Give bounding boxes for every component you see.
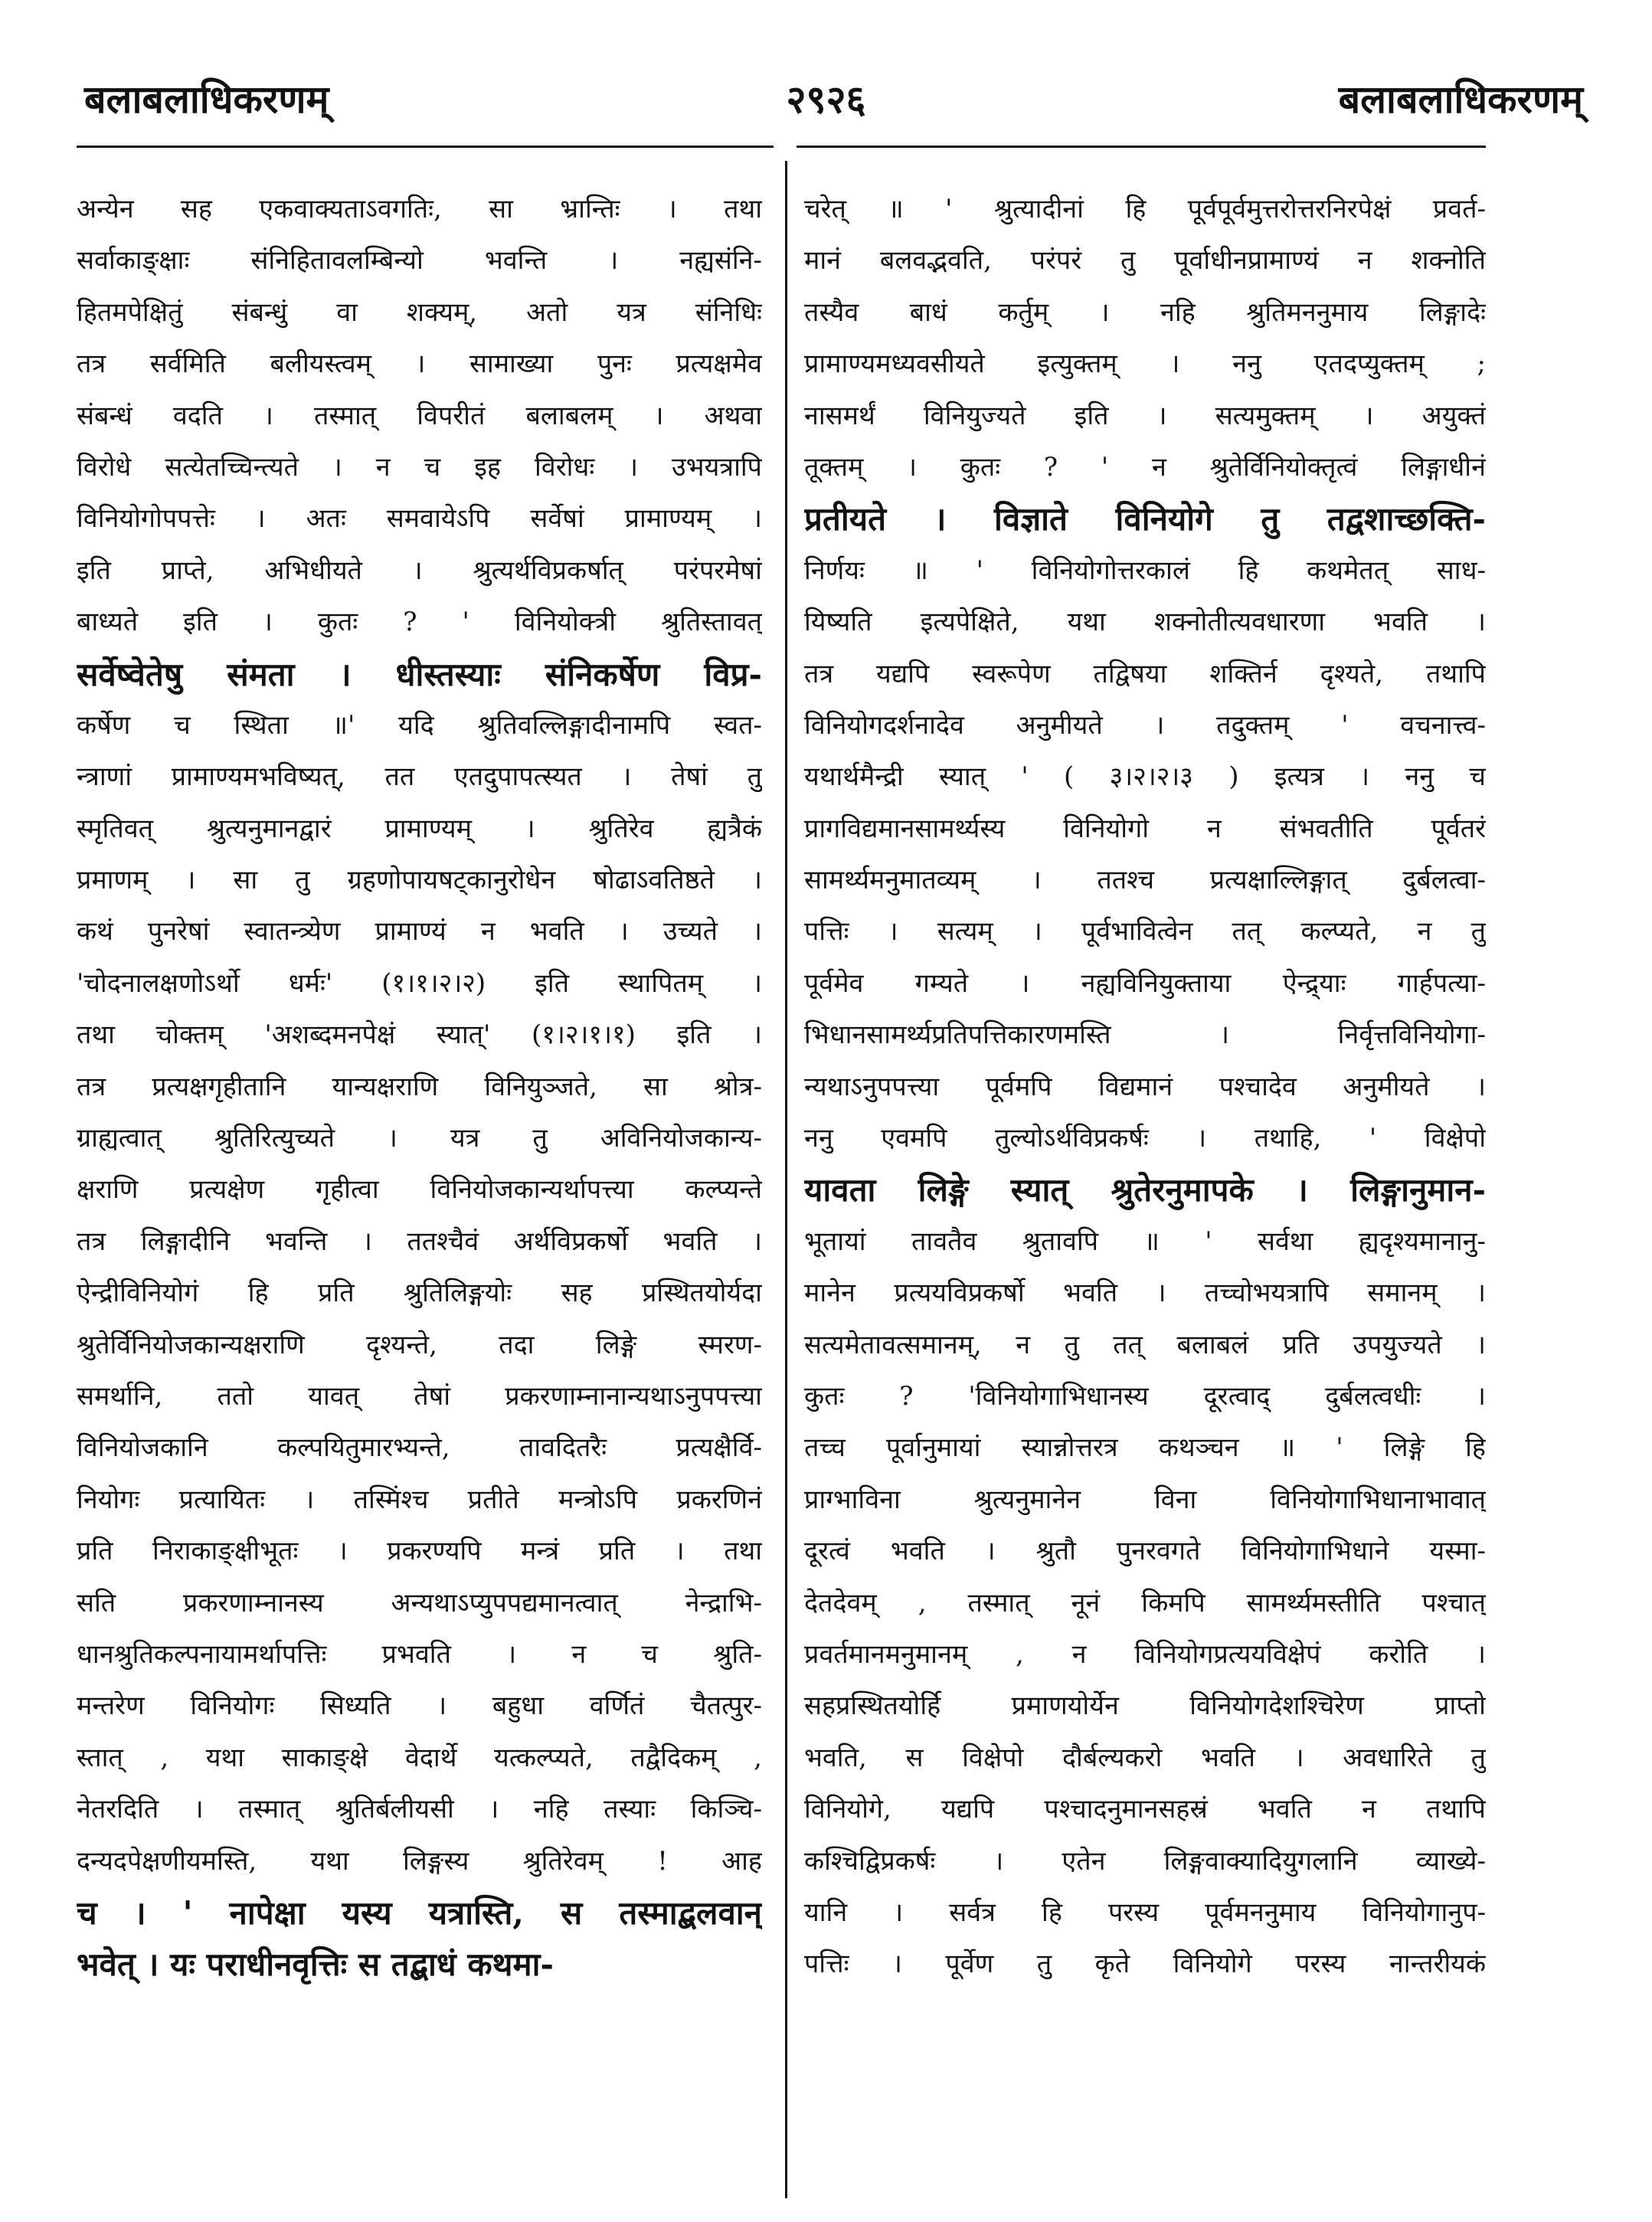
text-line: नेतरदिति । तस्मात् श्रुतिर्बलीयसी । नहि तस्याः किञ्चि- xyxy=(77,1794,762,1825)
text-line: अन्येन सह एकवाक्यताऽवगतिः, सा भ्रान्तिः । तथा xyxy=(77,194,762,224)
text-line: कथं पुनरेषां स्वातन्त्र्येण प्रामाण्यं न भवति । उच्यते । xyxy=(77,916,762,947)
text-line: तस्यैव बाधं कर्तुम् । नहि श्रुतिमननुमाय लिङ्गादेः xyxy=(804,296,1486,328)
text-line: यथार्थमैन्द्री स्यात् ' ( ३।२।२।३ ) इत्यत्र । ननु च xyxy=(804,761,1486,793)
text-line: तत्र सर्वमिति बलीयस्त्वम् । सामाख्या पुनः प्रत्यक्षमेव xyxy=(77,349,762,380)
text-line: यिष्यति इत्यपेक्षिते, यथा शक्नोतीत्यवधारणा भवति । xyxy=(804,607,1486,638)
text-line: मानं बलवद्भवति, परंपरं तु पूर्वाधीनप्रामाण्यं न शक्नोति xyxy=(804,245,1486,277)
text-line: मानेन प्रत्ययविप्रकर्षो भवति । तच्चोभयत्रापि समानम् । xyxy=(804,1278,1486,1309)
running-head-right: बलाबलाधिकरणम् xyxy=(1338,77,1583,122)
text-line: कुतः ? 'विनियोगाभिधानस्य दूरत्वाद् दुर्बलत्वधीः । xyxy=(804,1380,1486,1412)
text-line: विनियोगे, यद्यपि पश्चादनुमानसहस्रं भवति न तथापि xyxy=(804,1794,1486,1825)
text-line: न्यथाऽनुपपत्त्या पूर्वमपि विद्यमानं पश्चादेव अनुमीयते । xyxy=(804,1071,1486,1102)
text-line: श्रुतेर्विनियोजकान्यक्षराणि दृश्यन्ते, तदा लिङ्गे स्मरण- xyxy=(77,1329,762,1360)
verse-line: भवेत् । यः पराधीनवृत्तिः स तद्बाधं कथमा- xyxy=(77,1945,554,1984)
text-line: ऐन्द्रीविनियोगं हि प्रति श्रुतिलिङ्गयोः सह प्रस्थितयोर्यदा xyxy=(77,1278,762,1309)
text-line: सहप्रस्थितयोर्हि प्रमाणयोर्येन विनियोगदेशश्चिरेण प्राप्तो xyxy=(804,1690,1486,1722)
text-line: तूक्तम् । कुतः ? ' न श्रुतेर्विनियोक्तृत्वं लिङ्गाधीनं xyxy=(804,451,1486,483)
text-line: प्रमाणम् । सा तु ग्रहणोपायषट्कानुरोधेन षोढाऽवतिष्ठते । xyxy=(77,865,762,896)
text-line: दन्यदपेक्षणीयमस्ति, यथा लिङ्गस्य श्रुतिरेवम् ! आह xyxy=(77,1845,762,1877)
text-line: देतदेवम् , तस्मात् नूनं किमपि सामर्थ्यमस्तीति पश्चात् xyxy=(804,1587,1486,1618)
header-rule-right xyxy=(797,146,1486,148)
text-line: प्रवर्तमानमनुमानम् , न विनियोगप्रत्ययविक्षेपं करोति । xyxy=(804,1638,1486,1670)
text-line: चरेत् ॥ ' श्रुत्यादीनां हि पूर्वपूर्वमुत्तरोत्तरनिरपेक्षं प्रवर्त- xyxy=(804,194,1486,224)
text-line: इति प्राप्ते, अभिधीयते । श्रुत्यर्थविप्रकर्षात् परंपरमेषां xyxy=(77,555,762,586)
text-line: पत्तिः । सत्यम् । पूर्वभावित्वेन तत् कल्प्यते, न तु xyxy=(804,916,1486,947)
text-line: सति प्रकरणाम्नानस्य अन्यथाऽप्युपपद्यमानत्वात् नेन्द्राभि- xyxy=(77,1587,762,1618)
text-line: विरोधे सत्येतच्चिन्त्यते । न च इह विरोधः । उभयत्रापि xyxy=(77,451,762,483)
left-column xyxy=(77,184,762,1991)
text-line: धानश्रुतिकल्पनायामर्थापत्तिः प्रभवति । न च श्रुति- xyxy=(77,1638,762,1670)
text-line: नासमर्थं विनियुज्यते इति । सत्यमुक्तम् । अयुक्तं xyxy=(804,400,1486,431)
text-line: विनियोगोपपत्तेः । अतः समवायेऽपि सर्वेषां प्रामाण्यम् । xyxy=(77,503,762,535)
text-line: पत्तिः । पूर्वेण तु कृते विनियोगे परस्य नान्तरीयकं xyxy=(804,1949,1486,1980)
text-line: निर्णयः ॥ ' विनियोगोत्तरकालं हि कथमेतत् साध- xyxy=(804,555,1486,586)
text-line: भवति, स विक्षेपो दौर्बल्यकरो भवति । अवधारिते तु xyxy=(804,1742,1486,1773)
text-line: पूर्वमेव गम्यते । नह्यविनियुक्ताया ऐन्द्र्याः गार्हपत्या- xyxy=(804,967,1486,999)
text-line: स्मृतिवत् श्रुत्यनुमानद्वारं प्रामाण्यम् । श्रुतिरेव ह्यत्रैकं xyxy=(77,813,762,844)
verse-line: च । ' नापेक्षा यस्य यत्रास्ति, स तस्माद्बलवान् xyxy=(77,1893,762,1932)
text-line: नियोगः प्रत्यायितः । तस्मिंश्च प्रतीते मन्त्रोऽपि प्रकरणिनं xyxy=(77,1484,762,1515)
text-line: ननु एवमपि तुल्योऽर्थविप्रकर्षः । तथाहि, ' विक्षेपो xyxy=(804,1123,1486,1154)
text-line: भिधानसामर्थ्यप्रतिपत्तिकारणमस्ति । निर्वृत्तविनियोगा- xyxy=(804,1019,1486,1051)
page-header xyxy=(38,69,1614,130)
text-line: हितमपेक्षितुं संबन्धुं वा शक्यम्, अतो यत्र संनिधिः xyxy=(77,296,762,328)
text-line: बाध्यते इति । कुतः ? ' विनियोक्त्री श्रुतिस्तावत् xyxy=(77,607,762,638)
text-line: विनियोजकानि कल्पयितुमारभ्यन्ते, तावदितरैः प्रत्यक्षैर्वि- xyxy=(77,1432,762,1464)
text-line: सामर्थ्यमनुमातव्यम् । ततश्च प्रत्यक्षाल्लिङ्गात् दुर्बलत्वा- xyxy=(804,865,1486,896)
text-line: तथा चोक्तम् 'अशब्दमनपेक्षं स्यात्' (१।२।१।१) इति । xyxy=(77,1019,762,1051)
text-line: प्रामाण्यमध्यवसीयते इत्युक्तम् । ननु एतदप्युक्तम् ; xyxy=(804,349,1486,380)
text-line: विनियोगदर्शनादेव अनुमीयते । तदुक्तम् ' वचनात्त्व- xyxy=(804,709,1486,741)
text-line: दूरत्वं भवति । श्रुतौ पुनरवगते विनियोगाभिधाने यस्मा- xyxy=(804,1536,1486,1567)
right-column xyxy=(804,184,1486,1991)
column-divider xyxy=(785,161,787,2198)
text-line: भूतायां तावतैव श्रुतावपि ॥ ' सर्वथा ह्यदृश्यमानानु- xyxy=(804,1226,1486,1257)
text-line: तत्र लिङ्गादीनि भवन्ति । ततश्चैवं अर्थविप्रकर्षो भवति । xyxy=(77,1226,762,1257)
text-line: ग्राह्यत्वात् श्रुतिरित्युच्यते । यत्र तु अविनियोजकान्य- xyxy=(77,1123,762,1154)
text-line: 'चोदनालक्षणोऽर्थो धर्मः' (१।१।२।२) इति स्थापितम् । xyxy=(77,967,762,999)
page-number: २९२६ xyxy=(786,77,866,122)
text-line: समर्थानि, ततो यावत् तेषां प्रकरणाम्नानान्यथाऽनुपपत्त्या xyxy=(77,1380,762,1412)
text-line: न्त्राणां प्रामाण्यमभविष्यत्, तत एतदुपापत्स्यत । तेषां तु xyxy=(77,761,762,793)
verse-line: यावता लिङ्गे स्यात् श्रुतेरनुमापके । लिङ्गानुमान- xyxy=(804,1171,1486,1209)
text-line: संबन्धं वदति । तस्मात् विपरीतं बलाबलम् । अथवा xyxy=(77,400,762,431)
text-line: तच्च पूर्वानुमायां स्यान्नोत्तरत्र कथञ्चन ॥ ' लिङ्गे हि xyxy=(804,1432,1486,1464)
text-line: मन्तरेण विनियोगः सिध्यति । बहुधा वर्णितं चैतत्पुर- xyxy=(77,1690,762,1722)
text-line: यानि । सर्वत्र हि परस्य पूर्वमननुमाय विनियोगानुप- xyxy=(804,1896,1486,1928)
text-line: तत्र प्रत्यक्षगृहीतानि यान्यक्षराणि विनियुञ्जते, सा श्रोत्र- xyxy=(77,1071,762,1102)
text-line: प्रागविद्यमानसामर्थ्यस्य विनियोगो न संभवतीति पूर्वतरं xyxy=(804,813,1486,844)
text-line: सर्वाकाङ्क्षाः संनिहितावलम्बिन्यो भवन्ति । नह्यसंनि- xyxy=(77,245,762,277)
text-line: प्रति निराकाङ्क्षीभूतः । प्रकरण्यपि मन्त्रं प्रति । तथा xyxy=(77,1536,762,1567)
text-line: कर्षेण च स्थिता ॥' यदि श्रुतिवल्लिङ्गादीनामपि स्वत- xyxy=(77,709,762,741)
text-line: क्षराणि प्रत्यक्षेण गृहीत्वा विनियोजकान्यर्थापत्त्या कल्प्यन्ते xyxy=(77,1174,762,1206)
text-line: स्तात् , यथा साकाङ्क्षे वेदार्थे यत्कल्प्यते, तद्वैदिकम् , xyxy=(77,1742,762,1773)
verse-line: सर्वेष्वेतेषु संमता । धीस्तस्याः संनिकर्षेण विप्र- xyxy=(77,655,762,693)
text-line: प्राग्भाविना श्रुत्यनुमानेन विना विनियोगाभिधानाभावात् xyxy=(804,1484,1486,1515)
text-line: सत्यमेतावत्समानम्, न तु तत् बलाबलं प्रति उपयुज्यते । xyxy=(804,1329,1486,1360)
header-rule-left xyxy=(77,146,774,148)
text-line: तत्र यद्यपि स्वरूपेण तद्विषया शक्तिर्न दृश्यते, तथापि xyxy=(804,658,1486,689)
text-line: कश्चिद्विप्रकर्षः । एतेन लिङ्गवाक्यादियुगलानि व्याख्ये- xyxy=(804,1845,1486,1877)
running-head-left: बलाबलाधिकरणम् xyxy=(84,77,329,122)
verse-line: प्रतीयते । विज्ञाते विनियोगे तु तद्वशाच्छक्ति- xyxy=(804,500,1486,538)
